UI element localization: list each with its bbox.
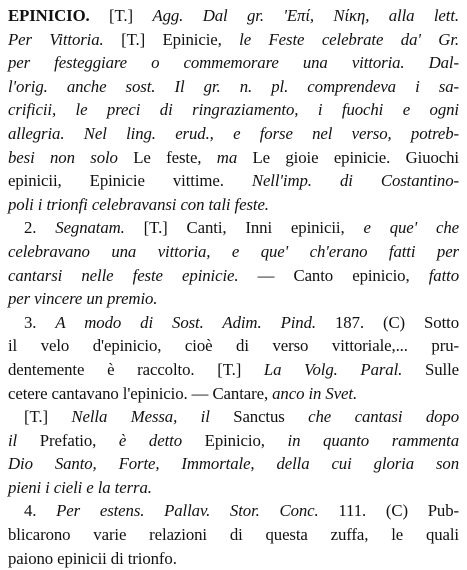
roman-text: [T.] Epinicie,	[103, 29, 240, 49]
italic-text: celebravano una vittoria, e que' ch'erano fatti per	[8, 241, 459, 261]
roman-text: dentemente è raccolto. [T.]	[8, 359, 264, 379]
italic-text: l'orig. anche sost. Il gr. n. pl. comprendeva i sa-	[8, 76, 459, 96]
roman-text: — Canto epinicio,	[238, 265, 429, 285]
entry-line	[8, 122, 459, 146]
roman-text: Sulle	[402, 359, 459, 379]
italic-text: pieni i cieli e la terra.	[8, 477, 152, 497]
entry-line	[8, 382, 459, 406]
roman-text: Epinicio,	[182, 430, 288, 450]
roman-text: 187. (C) Sotto	[315, 312, 459, 332]
italic-text: A modo di Sost. Adim. Pind.	[55, 312, 316, 332]
entry-paragraph	[8, 499, 459, 570]
italic-text: le Feste celebrate da' Gr.	[239, 29, 459, 49]
roman-text: Le gioie epinicie. Giuochi	[237, 147, 459, 167]
entry-line	[8, 28, 459, 52]
italic-text: Per estens. Pallav. Stor. Conc.	[56, 501, 319, 521]
italic-text: cantarsi nelle feste epinicie.	[8, 265, 239, 285]
roman-text: il velo d'epinicio, cioè di verso vittoriale,... pru-	[8, 336, 459, 356]
entry-line	[8, 169, 459, 193]
entry-paragraph	[8, 4, 459, 216]
entry-line	[8, 51, 459, 75]
roman-text: 4.	[24, 501, 57, 521]
roman-text: paiono epinicii di trionfo.	[8, 548, 177, 568]
italic-text: ma	[216, 147, 238, 167]
entry-line	[8, 405, 459, 429]
roman-text: Le feste,	[117, 147, 217, 167]
entry-line	[8, 75, 459, 99]
entry-line	[8, 193, 459, 217]
italic-text: allegria. Nel ling. erud., e forse nel verso, potreb-	[8, 123, 459, 143]
italic-text: fatto	[428, 265, 460, 285]
entry-line	[8, 146, 459, 170]
entry-line	[8, 4, 459, 28]
entry-line	[8, 334, 459, 358]
entry-line	[8, 98, 459, 122]
entry-line	[8, 264, 459, 288]
italic-text: La Volg. Paral.	[263, 359, 403, 379]
roman-text: blicarono varie relazioni di questa zuffa, le quali	[8, 525, 459, 545]
entry-line	[8, 499, 459, 523]
italic-text: Nell'imp. di Costantino-	[251, 171, 460, 191]
roman-text: 111. (C) Pub-	[318, 501, 459, 521]
entry-line	[8, 523, 459, 547]
entry-line	[8, 429, 459, 453]
italic-text: anco in Svet.	[272, 383, 358, 403]
entry-line	[8, 240, 459, 264]
roman-text: [T.]	[89, 6, 153, 25]
entry-line	[8, 452, 459, 476]
italic-text: Nella Messa, il	[71, 407, 210, 427]
italic-text: e que' che	[363, 218, 459, 238]
entry-line	[8, 476, 459, 500]
entry-paragraph	[8, 216, 459, 310]
italic-text: poli i trionfi celebravansi con tali feste.	[8, 194, 269, 214]
entry-line	[8, 547, 459, 570]
entry-line	[8, 358, 459, 382]
italic-text: è detto	[118, 430, 182, 450]
roman-text: Prefatio,	[17, 430, 119, 450]
roman-text: [T.]	[24, 407, 72, 427]
italic-text: Per Vittoria.	[8, 29, 104, 49]
italic-text: che cantasi dopo	[308, 407, 459, 427]
roman-text: [T.] Canti, Inni epinicii,	[124, 218, 364, 238]
roman-text: 3.	[24, 312, 56, 332]
entry-line	[8, 287, 459, 311]
italic-text: per festeggiare o commemorare una vittoria. Dal-	[8, 53, 459, 73]
roman-text: cetere cantavano l'epinicio. — Cantare,	[8, 383, 273, 403]
italic-text: per vincere un premio.	[8, 289, 158, 309]
roman-text: 2.	[24, 218, 56, 238]
roman-text: epinicii, Epinicie vittime.	[8, 171, 252, 191]
italic-text: Dio Santo, Forte, Immortale, della cui gloria son	[8, 454, 459, 474]
italic-text: Agg. Dal gr. 'Επί, Νίκη, alla lett.	[152, 6, 459, 25]
headword: EPINICIO.	[8, 6, 90, 25]
entry-line	[8, 311, 459, 335]
italic-text: in quanto rammenta	[287, 430, 459, 450]
entry-line	[8, 216, 459, 240]
italic-text: Segnatam.	[55, 218, 125, 238]
italic-text: besi non solo	[8, 147, 118, 167]
italic-text: crificii, le preci di ringraziamento, i fuochi e ogni	[8, 100, 459, 120]
italic-text: il	[8, 430, 18, 450]
roman-text: Sanctus	[209, 407, 309, 427]
entry-paragraph	[8, 311, 459, 500]
